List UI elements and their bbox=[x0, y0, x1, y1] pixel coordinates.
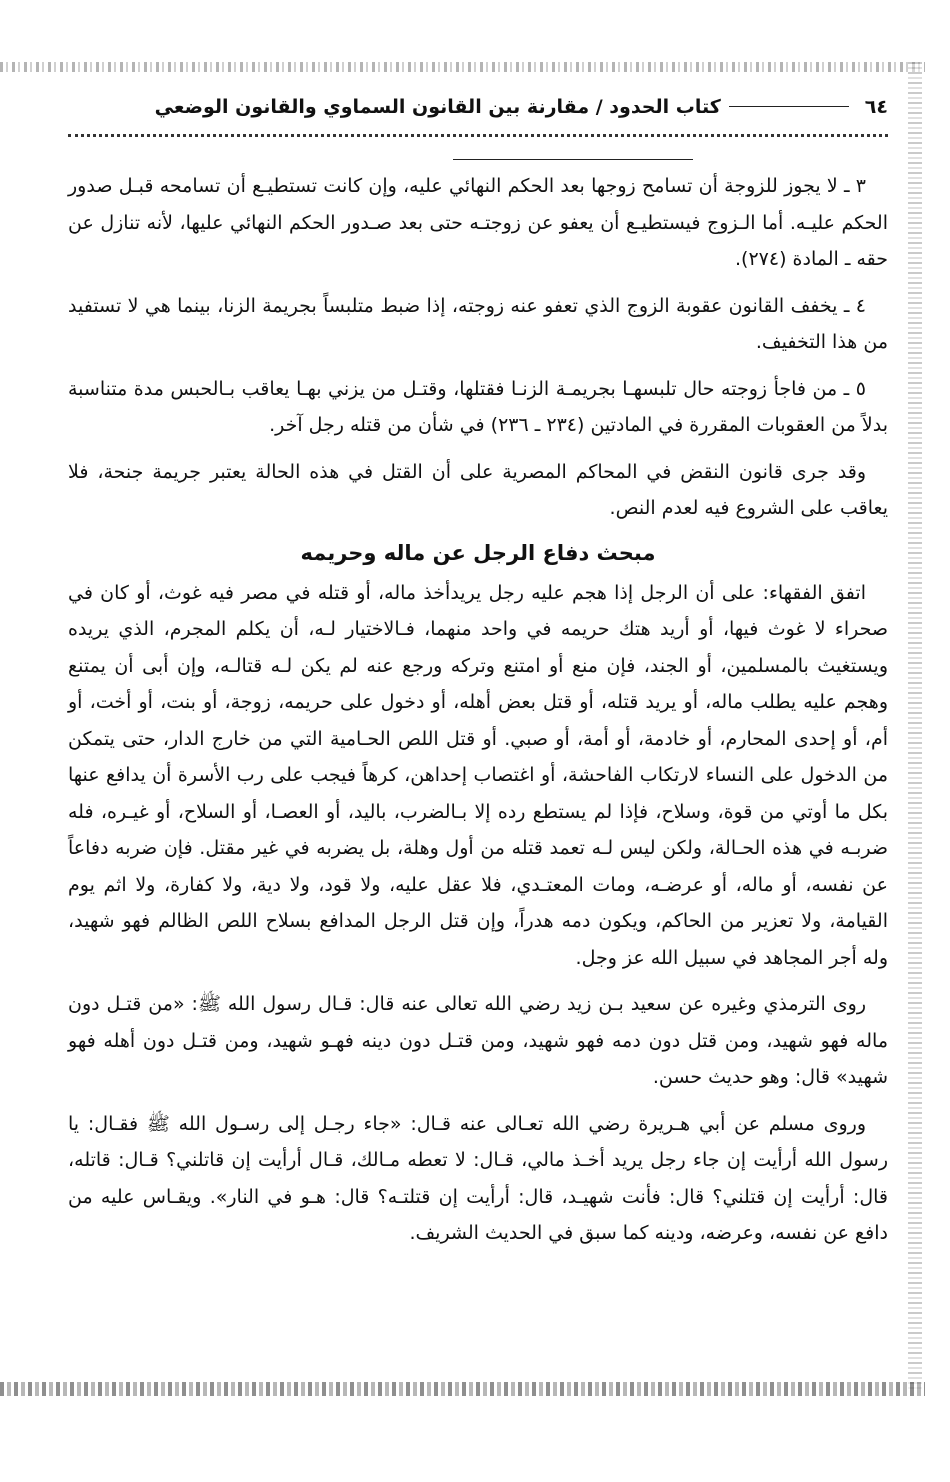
section-paragraph-2: روى الترمذي وغيره عن سعيد بـن زيد رضي الله تعالى عنه قال: قـال رسول الله ﷺ: «من قتـل دون ماله فهو شهيد، ومن قتل دون دمه فهو شهيد، ومن قتـل دون دينه فهـو شهيد، ومن قتـل دون أهله فهو شهيد» قال: وهو حديث حسن. bbox=[68, 993, 888, 1088]
section-paragraph-3: وروى مسلم عن أبي هـريرة رضي الله تعـالى عنه قـال: «جاء رجـل إلى رسـول الله ﷺ فقـال: يا رسول الله أرأيت إن جاء رجل يريد أخـذ مالي، قـال: لا تعطه مـالك، قـال أرأيت إن قاتلني؟ قـال: قاتله، قال: أرأيت إن قتلني؟ قال: فأنت شهيـد، قال: أرأيت إن قتلتـه؟ قال: هـو في النار». ويقـاس عليه من دافع عن نفسه، وعرضه، ودينه كما سبق في الحديث الشريف. bbox=[68, 1112, 888, 1244]
spacer bbox=[68, 361, 888, 371]
item-5: ٥ ـ من فاجأ زوجته حال تلبسهـا بجريمـة الزنـا فقتلها، وقتـل من يزني بهـا يعاقب بـالحبس مدة متناسبة بدلاً من العقوبات المقررة في المادتين (٢٣٤ ـ ٢٣٦) في شأن من قتله رجل آخر. bbox=[68, 377, 888, 436]
dotted-divider bbox=[68, 134, 888, 145]
running-header bbox=[68, 96, 888, 130]
item-3: ٣ ـ لا يجوز للزوجة أن تسامح زوجها بعد الحكم النهائي عليه، وإن كانت تستطيـع أن تسامحه قبـل صدور الحكم عليـه. أما الـزوج فيستطيـع أن يعفو عن زوجتـه حتى بعد صـدور الحكم النهائي عليها، لأنه تنازل عن حقه ـ المادة (٢٧٤). bbox=[68, 175, 888, 270]
spacer bbox=[68, 444, 888, 454]
section-paragraph-1: اتفق الفقهاء: على أن الرجل إذا هجم عليه رجل يريدأخذ ماله، أو قتله في مصر فيه غوث، أو كان في صحراء لا غوث فيها، أو أريد هتك حريمه في واحد منهما، فـالاختيار لـه، أن يكلم المجرم، الذي يريده ويستغيث بالمسلمين، أو الجند، فإن منع أو امتنع وتركه ورجع عنه لم يكن لـه قتالـه، وإن أبى أن يمتنع وهجم عليه يطلب ماله، أو يريد قتله، أو قتل بعض أهله، أو دخول على حريمه، زوجة، أو بنت، أو أخت، أو أم، أو إحدى المحارم، أو خادمة، أو أمة، أو صبي. أو قتل اللص الحـامية التي من خارج الدار، حتى يتمكن من الدخول على النساء لارتكاب الفاحشة، أو اغتصاب إحداهن، كرهاً فيجب على رب الأسرة أن يدافع عنها بكل ما أوتي من قوة، وسلاح، فإذا لم يستطع رده إلا بـالضرب، باليد، أو العصـا، أو السلاح، أو غيـره، فله ضربـه في هذه الحـالة، ولكن ليس لـه تعمد قتله من أول وهلة، بل يضربه في غير مقتل. فإن ضربه دفاعاً عن نفسه، أو ماله، أو عرضـه، ومات المعتـدي، فلا عقل عليه، ولا قود، ولا دية، ولا كفارة، ولا اثم يوم القيامة، ولا تعزير من الحاكم، ويكون دمه هدراً، وإن قتل الرجل المدافع بسلاح اللص الظالم فهو شهيد، وله أجر المجاهد في سبيل الله عز وجل. bbox=[68, 581, 888, 969]
running-title: كتاب الحدود / مقارنة بين القانون السماوي والقانون الوضعي bbox=[154, 96, 721, 118]
item-4: ٤ ـ يخفف القانون عقوبة الزوج الذي تعفو عنه زوجته، إذا ضبط متلبساً بجريمة الزنا، بينما هي لا تستفيد من هذا التخفيف. bbox=[68, 294, 888, 353]
decorative-border-bottom bbox=[0, 1382, 925, 1396]
spacer bbox=[68, 976, 888, 986]
header-rule bbox=[729, 106, 849, 107]
section-heading: مبحث دفاع الرجل عن ماله وحريمه bbox=[300, 540, 656, 565]
page-content bbox=[68, 96, 888, 1252]
page-number: ٦٤ bbox=[864, 96, 888, 118]
decorative-border-top bbox=[0, 62, 925, 72]
section-divider bbox=[453, 159, 693, 160]
conclusion-paragraph: وقد جرى قانون النقض في المحاكم المصرية على أن القتل في هذه الحالة يعتبر جريمة جنحة، فلا يعاقب على الشروع فيه لعدم النص. bbox=[68, 460, 888, 519]
spacer bbox=[68, 278, 888, 288]
spacer bbox=[68, 1096, 888, 1106]
decorative-border-right bbox=[908, 62, 922, 1392]
